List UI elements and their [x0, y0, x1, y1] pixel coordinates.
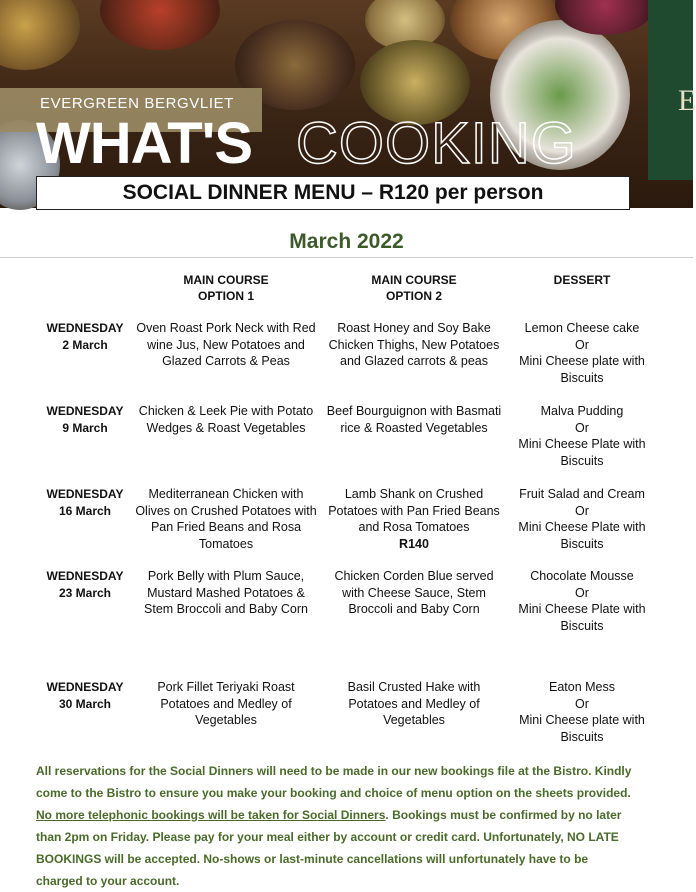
dessert-alt: Mini Cheese plate with Biscuits: [519, 354, 645, 385]
day-label: WEDNESDAY: [46, 487, 124, 501]
dessert-alt: Mini Cheese Plate with Biscuits: [518, 520, 646, 551]
dessert-alt: Mini Cheese Plate with Biscuits: [518, 602, 646, 633]
dessert-alt: Mini Cheese Plate with Biscuits: [518, 437, 646, 468]
option1-cell: Chicken & Leek Pie with Potato Wedges & Roast Vegetables: [138, 404, 314, 435]
day-label: WEDNESDAY: [46, 680, 124, 694]
option1-cell: Pork Fillet Teriyaki Roast Potatoes and Medley of Vegetables: [157, 680, 295, 727]
dessert-cell: [506, 679, 658, 745]
dessert-or: Or: [575, 337, 589, 352]
day-label: WEDNESDAY: [46, 569, 124, 583]
option2-text: Basil Crusted Hake with Potatoes and Medley of Vegetables: [347, 680, 481, 727]
option2-text: Chicken Corden Blue served with Cheese Sauce, Stem Broccoli and Baby Corn: [334, 569, 494, 616]
brand-side-letter: E: [678, 84, 696, 117]
dessert-or: Or: [575, 420, 589, 435]
day-label: WEDNESDAY: [46, 321, 124, 335]
date-label: 23 March: [58, 585, 112, 600]
dessert-main: Lemon Cheese cake: [524, 321, 640, 335]
dessert-or: Or: [575, 696, 589, 711]
dessert-cell: [506, 486, 658, 552]
date-label: 30 March: [58, 696, 112, 711]
dessert-or: Or: [575, 585, 589, 600]
option1-cell: Oven Roast Pork Neck with Red wine Jus, New Potatoes and Glazed Carrots & Peas: [136, 321, 316, 368]
option2-cell: [322, 568, 506, 618]
food-plate-image: [100, 0, 220, 50]
option2-cell: [322, 486, 506, 552]
date-label: 2 March: [62, 337, 108, 352]
option2-text: Lamb Shank on Crushed Potatoes with Pan Fried Beans and Rosa Tomatoes: [328, 487, 500, 534]
table-row-day: [40, 679, 130, 712]
notice-text-1: All reservations for the Social Dinners will need to be made in our new bookings file at the Bistro. Kindly come to the Bistro to ensure you make your booking and choice of menu option on the sheets provided.: [36, 764, 632, 800]
option2-text: Beef Bourguignon with Basmati rice & Roasted Vegetables: [326, 404, 502, 435]
header-option2-line1: MAIN COURSE: [371, 273, 457, 287]
table-row-day: [40, 486, 130, 519]
table-row-day: [40, 568, 130, 601]
dessert-cell: [506, 320, 658, 386]
month-heading: March 2022: [289, 230, 404, 253]
option2-price: R140: [399, 536, 429, 551]
dessert-or: Or: [575, 503, 589, 518]
dessert-cell: [506, 403, 658, 469]
dessert-alt: Mini Cheese plate with Biscuits: [519, 713, 645, 744]
header-dessert: DESSERT: [553, 273, 611, 287]
header-option2-line2: OPTION 2: [385, 289, 442, 303]
dessert-main: Chocolate Mousse: [530, 569, 634, 583]
table-row-day: [40, 403, 130, 436]
dessert-main: Eaton Mess: [548, 680, 615, 694]
divider: [0, 257, 693, 258]
notice-underlined: No more telephonic bookings will be taken for Social Dinners: [36, 808, 386, 822]
dessert-main: Malva Pudding: [540, 404, 624, 418]
option2-cell: [322, 679, 506, 729]
option2-cell: [322, 320, 506, 370]
title-whats: WHAT'S: [36, 111, 253, 176]
date-label: 9 March: [62, 420, 108, 435]
booking-notice: [36, 760, 636, 892]
dessert-main: Fruit Salad and Cream: [519, 487, 645, 501]
table-row-day: [40, 320, 130, 353]
option2-text: Roast Honey and Soy Bake Chicken Thighs, New Potatoes and Glazed carrots & peas: [328, 321, 500, 368]
food-plate-image: [0, 0, 80, 70]
dessert-cell: [506, 568, 658, 634]
header-option1-line2: OPTION 1: [197, 289, 254, 303]
option1-cell: Pork Belly with Plum Sauce, Mustard Mashed Potatoes & Stem Broccoli and Baby Corn: [144, 569, 308, 616]
notice-text-2: . Bookings must be confirmed by no later than 2pm on Friday. Please pay for your meal either by account or credit card. Unfortunately, NO LATE BOOKINGS will be accepted. No-shows or last-minute cancellations will unfortunately have to be charged to your account.: [36, 808, 622, 888]
title-cooking: COOKING: [296, 111, 577, 176]
option2-cell: [322, 403, 506, 436]
option1-cell: Mediterranean Chicken with Olives on Crushed Potatoes with Pan Fried Beans and Rosa Tomatoes: [135, 487, 317, 551]
date-label: 16 March: [58, 503, 112, 518]
menu-title: SOCIAL DINNER MENU – R120 per person: [36, 176, 630, 210]
day-label: WEDNESDAY: [46, 404, 124, 418]
header-option1-line1: MAIN COURSE: [183, 273, 269, 287]
header-option1: [134, 272, 318, 304]
brand-name: EVERGREEN BERGVLIET: [40, 95, 234, 112]
header-option2: [322, 272, 506, 304]
brand-side-panel: [648, 0, 696, 180]
